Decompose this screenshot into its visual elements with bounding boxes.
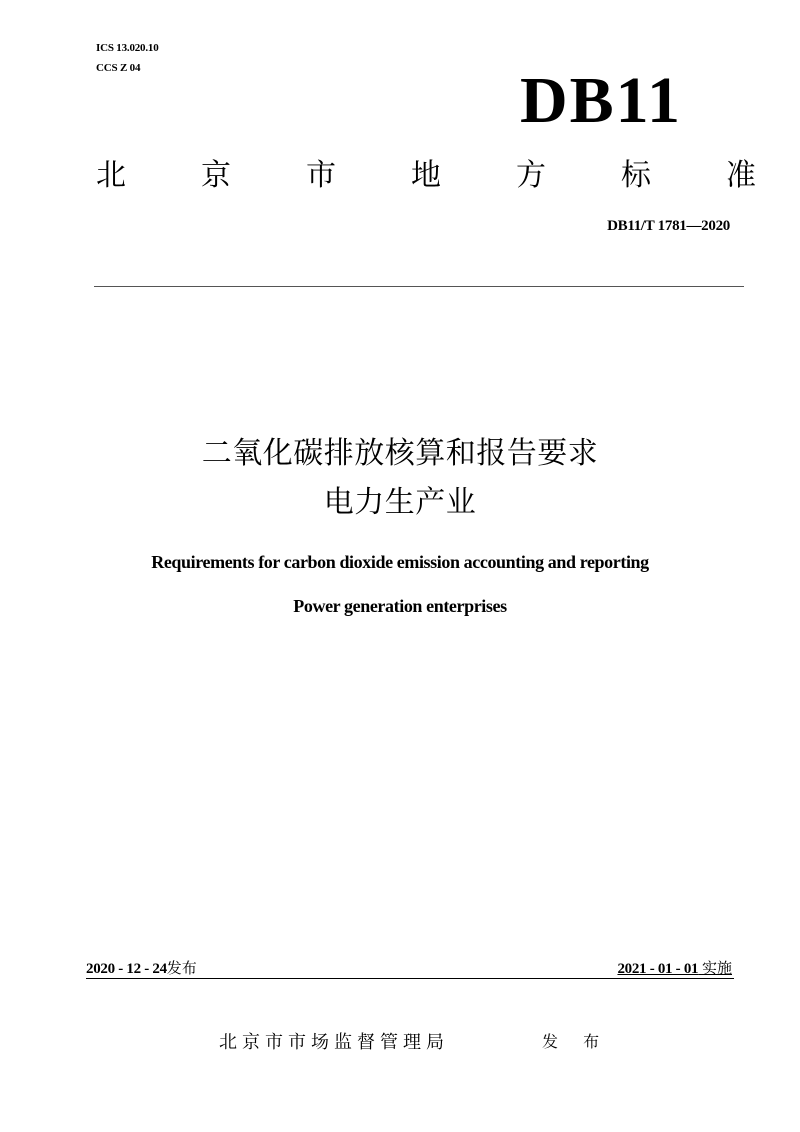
english-title-line2: Power generation enterprises [293, 596, 507, 616]
publish-label: 发 布 [542, 1032, 610, 1051]
implementation-date [617, 958, 732, 979]
date-divider [86, 978, 734, 979]
standard-title-char: 市 [306, 158, 336, 193]
standard-title-char: 地 [411, 158, 441, 193]
standard-title-char: 标 [621, 158, 651, 193]
english-title-line1: Requirements for carbon dioxide emission accounting and reporting [151, 552, 649, 572]
issuing-authority: 北京市市场监督管理局 [219, 1032, 449, 1053]
implementation-date-label: 实施 [701, 959, 732, 977]
header-divider [94, 286, 744, 287]
ics-code: ICS 13.020.10 [96, 42, 159, 54]
standard-number: DB11/T 1781—2020 [607, 218, 730, 234]
issue-date-value: 2020 - 12 - 24 [86, 961, 167, 977]
chinese-title-line1: 二氧化碳排放核算和报告要求 [201, 436, 599, 471]
standard-title-char: 北 [96, 158, 126, 193]
standard-title-char: 准 [726, 158, 756, 193]
issue-date-label: 发布 [166, 959, 197, 977]
implementation-date-value: 2021 - 01 - 01 [617, 961, 699, 977]
ccs-code: CCS Z 04 [96, 62, 141, 74]
issue-date [86, 958, 197, 979]
standard-title-char: 方 [516, 158, 546, 193]
chinese-title-line2: 电力生产业 [323, 485, 477, 520]
standard-category-title [96, 156, 756, 196]
db11-logo: DB11 [520, 64, 683, 137]
standard-title-char: 京 [201, 158, 231, 193]
